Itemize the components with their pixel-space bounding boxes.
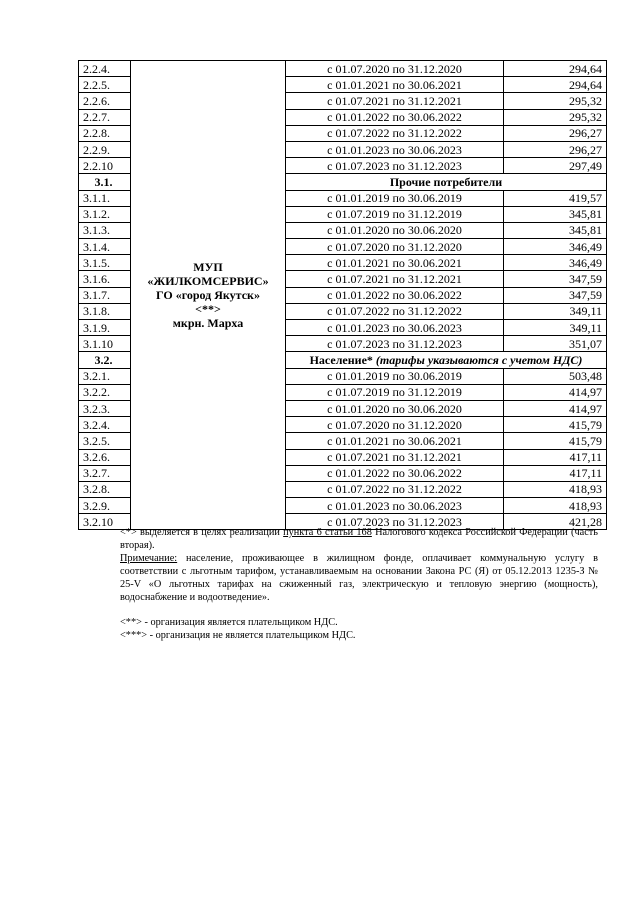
organization-line4: <**> <box>195 302 221 317</box>
period-cell: с 01.07.2019 по 31.12.2019 <box>286 384 504 400</box>
row-number: 3.2.7. <box>79 465 131 481</box>
row-number: 3.1.4. <box>79 239 131 255</box>
period-cell: с 01.01.2021 по 30.06.2021 <box>286 255 504 271</box>
period-cell: с 01.01.2022 по 30.06.2022 <box>286 109 504 125</box>
tariff-value: 345,81 <box>504 222 607 238</box>
row-number: 2.2.8. <box>79 125 131 141</box>
tariff-value: 294,64 <box>504 61 607 77</box>
period-cell: с 01.07.2021 по 31.12.2021 <box>286 93 504 109</box>
row-number: 3.1.10 <box>79 336 131 352</box>
row-number: 2.2.6. <box>79 93 131 109</box>
tariff-value: 503,48 <box>504 368 607 384</box>
period-cell: с 01.01.2019 по 30.06.2019 <box>286 190 504 206</box>
tariff-value: 418,93 <box>504 481 607 497</box>
period-cell: с 01.01.2023 по 30.06.2023 <box>286 141 504 157</box>
tariff-value: 417,11 <box>504 449 607 465</box>
section-title <box>286 174 607 190</box>
tariff-value: 349,11 <box>504 303 607 319</box>
period-cell: с 01.07.2022 по 31.12.2022 <box>286 303 504 319</box>
row-number: 3.2.3. <box>79 400 131 416</box>
section-number: 3.1. <box>79 174 131 190</box>
tariff-value: 297,49 <box>504 158 607 174</box>
tariff-table-body <box>79 61 607 530</box>
period-cell: с 01.07.2023 по 31.12.2023 <box>286 158 504 174</box>
tariff-value: 417,11 <box>504 465 607 481</box>
footnote-remark: Примечание: население, проживающее в жилищном фонде, оплачивает коммунальную услугу в соответствии с льготным тарифом, устанавливаемым на основании Закона РС (Я) от 05.12.2013 1235-З № 25-V «О льготных тарифах на сжиженный газ, электрическую и тепловую энергию (мощность), водоснабжение и водоотведение». <box>120 553 598 603</box>
row-number: 3.1.7. <box>79 287 131 303</box>
table-row <box>79 61 607 77</box>
row-number: 3.1.8. <box>79 303 131 319</box>
tariff-value: 418,93 <box>504 498 607 514</box>
tariff-value: 295,32 <box>504 93 607 109</box>
section-title-text: Прочие потребители <box>389 174 503 189</box>
row-number: 3.2.10 <box>79 514 131 530</box>
period-cell: с 01.07.2021 по 31.12.2021 <box>286 449 504 465</box>
footnote-vat: <*> выделяется в целях реализации пункта 6 статьи 168 Налогового кодекса Российской Федерации (часть вторая). <box>120 527 598 551</box>
period-cell: с 01.07.2020 по 31.12.2020 <box>286 61 504 77</box>
period-cell: с 01.07.2023 по 31.12.2023 <box>286 514 504 530</box>
period-cell: с 01.07.2019 по 31.12.2019 <box>286 206 504 222</box>
period-cell: с 01.01.2020 по 30.06.2020 <box>286 400 504 416</box>
row-number: 2.2.9. <box>79 141 131 157</box>
organization-cell <box>131 61 286 530</box>
tariff-value: 351,07 <box>504 336 607 352</box>
row-number: 3.1.9. <box>79 320 131 336</box>
footnote-vat-payer: <**> - организация является плательщиком НДС. <box>120 617 338 628</box>
row-number: 2.2.5. <box>79 77 131 93</box>
tariff-value: 346,49 <box>504 239 607 255</box>
period-cell: с 01.01.2022 по 30.06.2022 <box>286 287 504 303</box>
tariff-value: 421,28 <box>504 514 607 530</box>
row-number: 3.2.2. <box>79 384 131 400</box>
row-number: 2.2.10 <box>79 158 131 174</box>
tariff-value: 349,11 <box>504 320 607 336</box>
row-number: 3.2.8. <box>79 481 131 497</box>
period-cell: с 01.01.2023 по 30.06.2023 <box>286 498 504 514</box>
row-number: 3.1.6. <box>79 271 131 287</box>
section-title-text: Население* <box>309 352 373 367</box>
row-number: 3.2.9. <box>79 498 131 514</box>
tariff-value: 294,64 <box>504 77 607 93</box>
section-title-note: (тарифы указываются с учетом НДС) <box>375 352 583 367</box>
row-number: 2.2.7. <box>79 109 131 125</box>
tariff-value: 414,97 <box>504 400 607 416</box>
organization-line1: МУП <box>193 260 223 275</box>
row-number: 3.1.3. <box>79 222 131 238</box>
row-number: 3.2.1. <box>79 368 131 384</box>
period-cell: с 01.07.2020 по 31.12.2020 <box>286 239 504 255</box>
period-cell: с 01.07.2022 по 31.12.2022 <box>286 481 504 497</box>
row-number: 3.1.2. <box>79 206 131 222</box>
row-number: 3.1.5. <box>79 255 131 271</box>
tariff-value: 347,59 <box>504 271 607 287</box>
footnotes <box>120 526 598 642</box>
tariff-value: 415,79 <box>504 433 607 449</box>
row-number: 3.2.4. <box>79 417 131 433</box>
tariff-value: 295,32 <box>504 109 607 125</box>
section-number: 3.2. <box>79 352 131 368</box>
row-number: 3.2.5. <box>79 433 131 449</box>
organization-line3: ГО «город Якутск» <box>156 288 260 303</box>
tariff-value: 346,49 <box>504 255 607 271</box>
tariff-table <box>78 60 607 530</box>
period-cell: с 01.07.2020 по 31.12.2020 <box>286 417 504 433</box>
organization-line5: мкрн. Марха <box>172 316 244 331</box>
period-cell: с 01.07.2022 по 31.12.2022 <box>286 125 504 141</box>
tariff-value: 296,27 <box>504 125 607 141</box>
tariff-value: 345,81 <box>504 206 607 222</box>
organization-line2: «ЖИЛКОМСЕРВИС» <box>147 274 269 289</box>
tariff-value: 347,59 <box>504 287 607 303</box>
tariff-value: 415,79 <box>504 417 607 433</box>
period-cell: с 01.01.2021 по 30.06.2021 <box>286 77 504 93</box>
period-cell: с 01.01.2023 по 30.06.2023 <box>286 320 504 336</box>
tariff-value: 296,27 <box>504 141 607 157</box>
tariff-value: 419,57 <box>504 190 607 206</box>
period-cell: с 01.01.2021 по 30.06.2021 <box>286 433 504 449</box>
period-cell: с 01.07.2023 по 31.12.2023 <box>286 336 504 352</box>
period-cell: с 01.01.2019 по 30.06.2019 <box>286 368 504 384</box>
section-title <box>286 352 607 368</box>
footnote-non-vat-payer: <***> - организация не является плательщиком НДС. <box>120 630 356 641</box>
tariff-value: 414,97 <box>504 384 607 400</box>
row-number: 3.2.6. <box>79 449 131 465</box>
period-cell: с 01.01.2020 по 30.06.2020 <box>286 222 504 238</box>
row-number: 2.2.4. <box>79 61 131 77</box>
period-cell: с 01.01.2022 по 30.06.2022 <box>286 465 504 481</box>
period-cell: с 01.07.2021 по 31.12.2021 <box>286 271 504 287</box>
row-number: 3.1.1. <box>79 190 131 206</box>
tax-code-link[interactable]: пункта 6 статьи 168 <box>283 527 372 538</box>
